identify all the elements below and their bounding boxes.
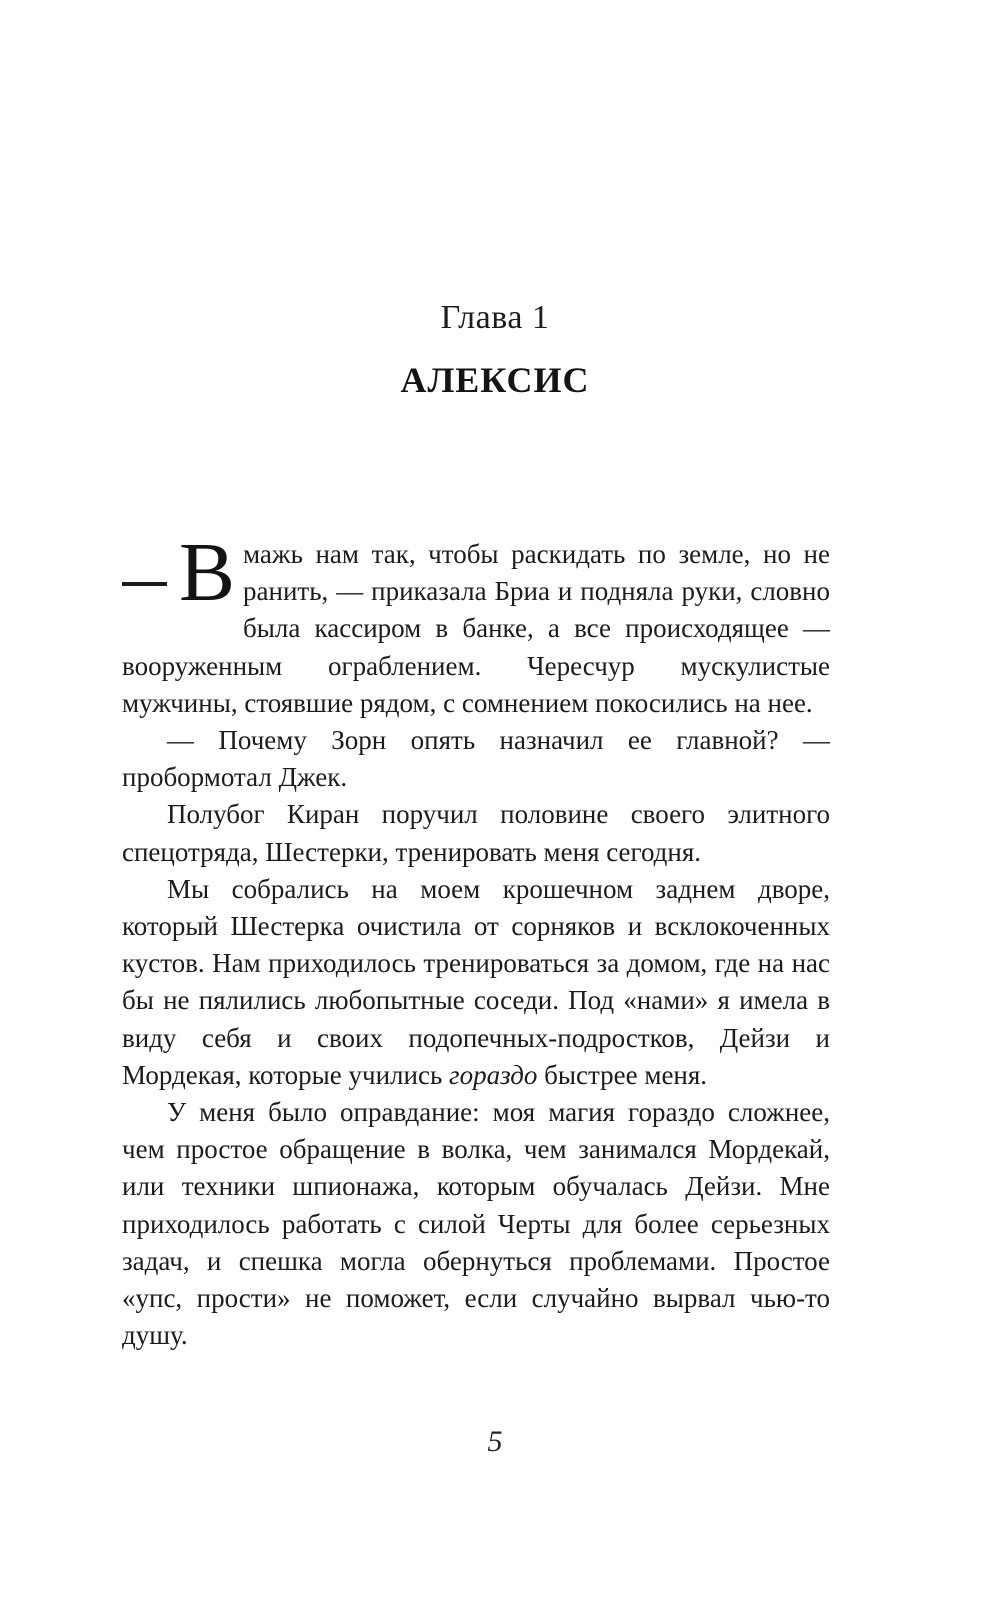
paragraph-5	[122, 1094, 830, 1354]
chapter-number: Глава 1	[440, 299, 550, 336]
page-number: 5	[487, 1425, 503, 1458]
drop-cap-dash	[122, 582, 167, 586]
emphasis-text: гораздо	[449, 1059, 538, 1090]
paragraph-1	[122, 526, 830, 722]
paragraph-2	[122, 722, 830, 796]
drop-cap	[122, 526, 236, 619]
chapter-body	[122, 526, 830, 1354]
paragraph-text: — Почему Зорн опять назначил ее главной? — пробормотал Джек.	[122, 725, 830, 793]
paragraph-text: У меня было оправдание: моя магия гораздо сложнее, чем простое обращение в волка, чем занимался Мордекай, или техники шпионажа, которым обучалась Дейзи. Мне приходилось работать с силой Черты для более серьезных задач, и спешка могла обернуться проблемами. Простое «упс, прости» не поможет, если случайно вырвал чью-то душу.	[122, 1097, 830, 1351]
drop-cap-letter: В	[179, 526, 236, 619]
paragraph-4	[122, 871, 830, 1094]
paragraph-text: Полубог Киран поручил половине своего элитного спецотряда, Шестерки, тренировать меня сегодня.	[122, 799, 830, 867]
paragraph-3	[122, 796, 830, 870]
paragraph-text-tail: быстрее меня.	[544, 1059, 708, 1090]
chapter-title: АЛЕКСИС	[400, 360, 590, 400]
paragraph-text: мажь нам так, чтобы раскидать по земле, но не ранить, — приказала Бриа и подняла руки, словно была кассиром в банке, а все происходящее — вооруженным ограблением. Чересчур мускулистые мужчины, стоявшие рядом, с сомнением покосились на нее.	[122, 539, 830, 718]
paragraph-text: Мы собрались на моем крошечном заднем дворе, который Шестерка очистила от сорняков и всклокоченных кустов. Нам приходилось тренироваться за домом, где на нас бы не пялились любопытные соседи. Под «нами» я имела в виду себя и своих подопечных-подростков, Дейзи и Мордекая, которые учились	[122, 873, 830, 1090]
